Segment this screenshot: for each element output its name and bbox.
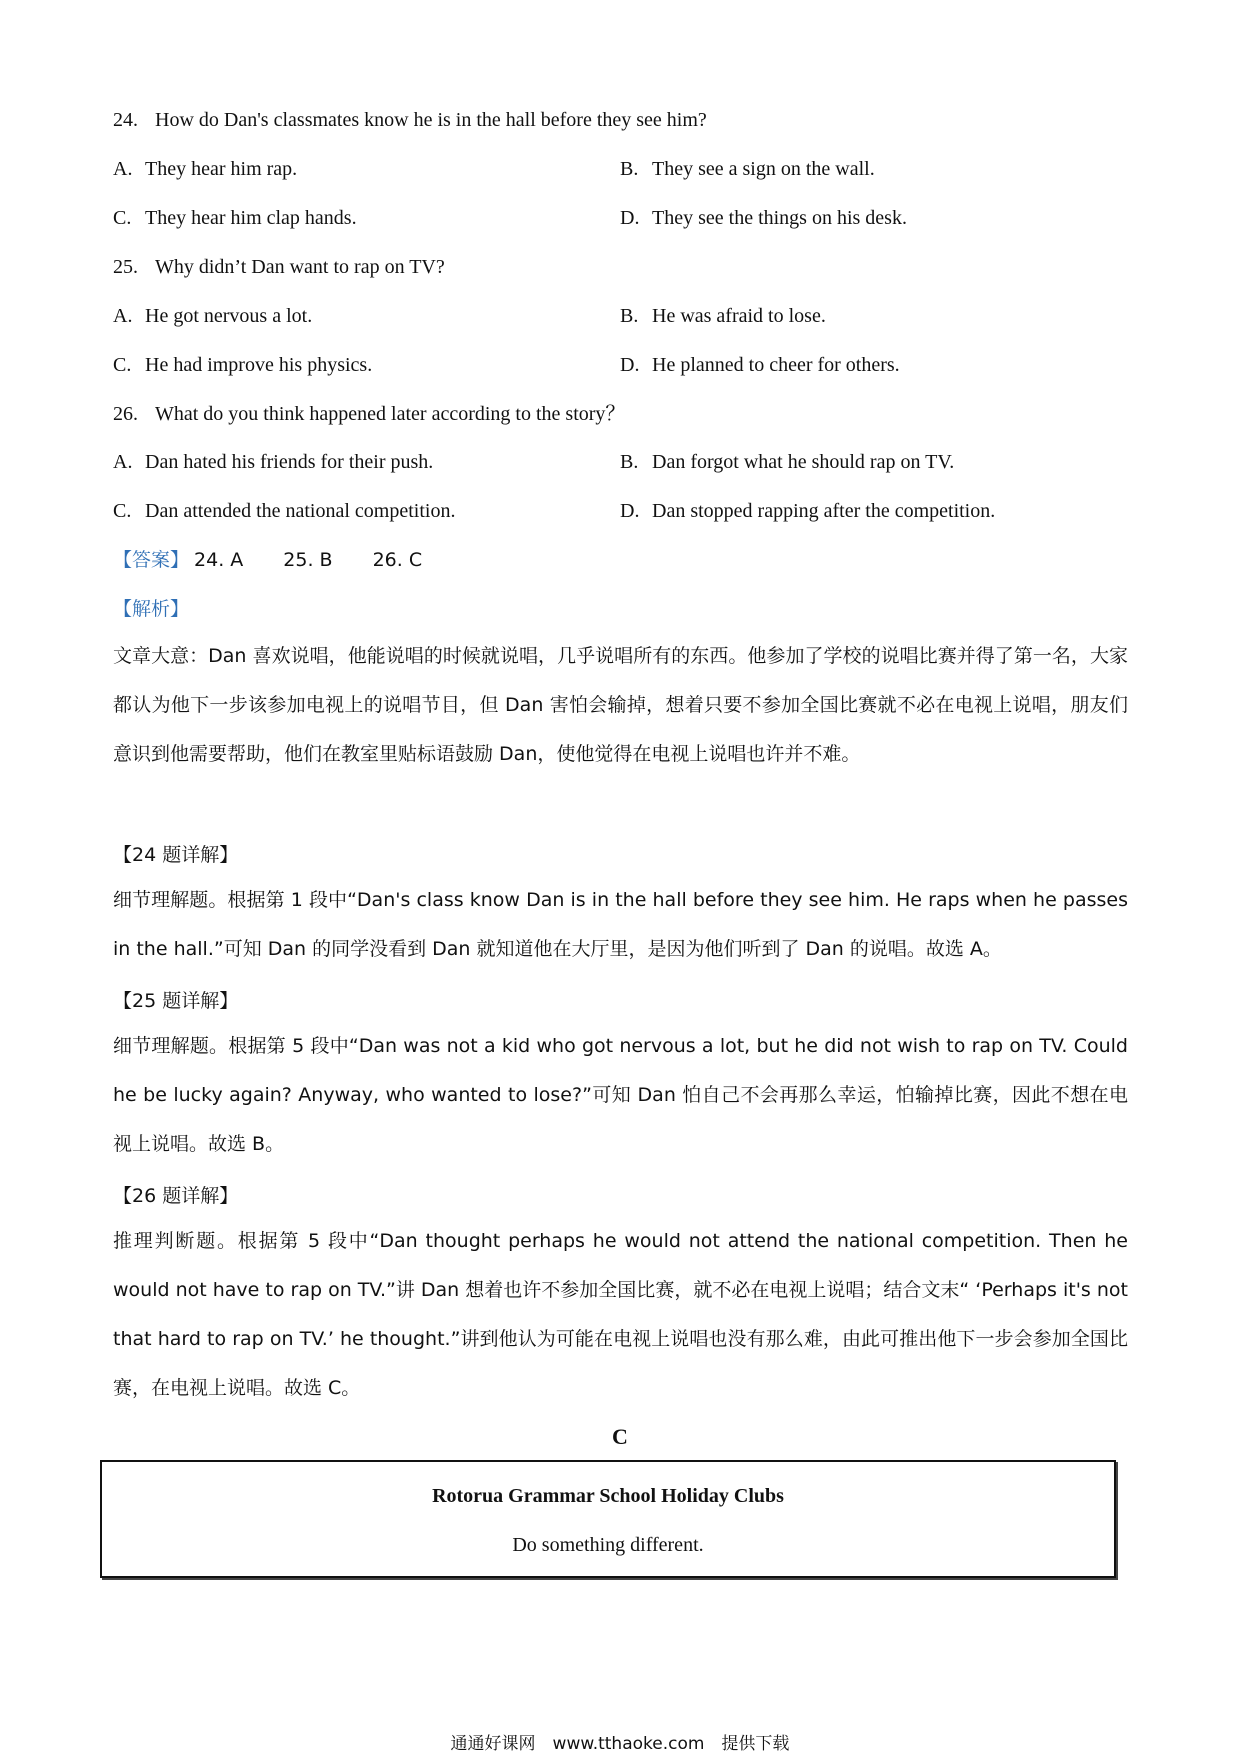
answer-line: [113, 548, 462, 572]
option-26-d: D. Dan stopped rapping after the competition.: [620, 500, 996, 522]
answer-item: 25. B: [283, 549, 333, 571]
answer-item: 26. C: [372, 549, 423, 571]
detail-24-text: 细节理解题。根据第 1 段中“Dan's class know Dan is in the hall before they see him. He raps when he passes in the hall.”可知 Dan 的同学没看到 Dan 就知道他在大厅里，是因为他们听到了 Dan 的说唱。故选 A。: [113, 889, 1128, 960]
detail-26-text: 推理判断题。根据第 5 段中“Dan thought perhaps he would not attend the national competition. Then he would not have to rap on TV.”讲 Dan 想着也许不参加全国比赛，就不必在电视上说唱；结合文末“ ‘Perhaps it's not that hard to rap on TV.’ he thought.”讲到他认为可能在电视上说唱也没有那么难，由此可推出他下一步会参加全国比赛，在电视上说唱。故选 C。: [113, 1230, 1128, 1399]
option-24-a: A. They hear him rap.: [113, 158, 298, 180]
question-text: How do Dan's classmates know he is in the hall before they see him?: [155, 109, 707, 131]
detail-25-text: 细节理解题。根据第 5 段中“Dan was not a kid who got nervous a lot, but he did not wish to rap on TV. Could he be lucky again? Anyway, who wanted to lose?”可知 Dan 怕自己不会再那么幸运，怕输掉比赛，因此不想在电视上说唱。故选 B。: [113, 1035, 1128, 1155]
detail-26-heading: 【26 题详解】: [113, 1185, 239, 1207]
option-26-a: A. Dan hated his friends for their push.: [113, 451, 434, 473]
question-number: 26.: [113, 403, 138, 425]
option-26-b: B. Dan forgot what he should rap on TV.: [620, 451, 955, 473]
question-25: [113, 255, 445, 279]
club-title-box: [100, 1460, 1116, 1578]
box-subtitle: Do something different.: [512, 1534, 704, 1556]
answer-item: 24. A: [194, 549, 244, 571]
option-25-a: A. He got nervous a lot.: [113, 305, 313, 327]
question-number: 25.: [113, 256, 138, 278]
answer-items: [194, 549, 462, 571]
question-text: What do you think happened later according to the story？: [155, 403, 626, 425]
question-26: [113, 402, 625, 426]
option-25-b: B. He was afraid to lose.: [620, 305, 826, 327]
question-text: Why didn’t Dan want to rap on TV?: [155, 256, 445, 278]
box-title: Rotorua Grammar School Holiday Clubs: [432, 1485, 784, 1507]
option-25-d: D. He planned to cheer for others.: [620, 354, 900, 376]
option-24-b: B. They see a sign on the wall.: [620, 158, 875, 180]
option-26-c: C. Dan attended the national competition.: [113, 500, 456, 522]
analysis-summary: 文章大意：Dan 喜欢说唱，他能说唱的时候就说唱，几乎说唱所有的东西。他参加了学校的说唱比赛并得了第一名，大家都认为他下一步该参加电视上的说唱节目，但 Dan 害怕会输掉，想着只要不参加全国比赛就不必在电视上说唱，朋友们意识到他需要帮助，他们在教室里贴标语鼓励 Dan，使他觉得在电视上说唱也许并不难。: [113, 645, 1128, 765]
option-25-c: C. He had improve his physics.: [113, 354, 373, 376]
answer-label: 【答案】: [113, 549, 190, 571]
analysis-label: 【解析】: [113, 598, 190, 620]
analysis-label-line: [113, 597, 189, 621]
question-24: [113, 108, 707, 132]
detail-25-heading: 【25 题详解】: [113, 990, 239, 1012]
question-number: 24.: [113, 109, 138, 131]
footer-watermark: 通通好课网 www.tthaoke.com 提供下载: [450, 1734, 790, 1754]
detail-24-heading: 【24 题详解】: [113, 844, 239, 866]
section-letter: C: [612, 1424, 628, 1449]
option-24-c: C. They hear him clap hands.: [113, 207, 357, 229]
option-24-d: D. They see the things on his desk.: [620, 207, 907, 229]
